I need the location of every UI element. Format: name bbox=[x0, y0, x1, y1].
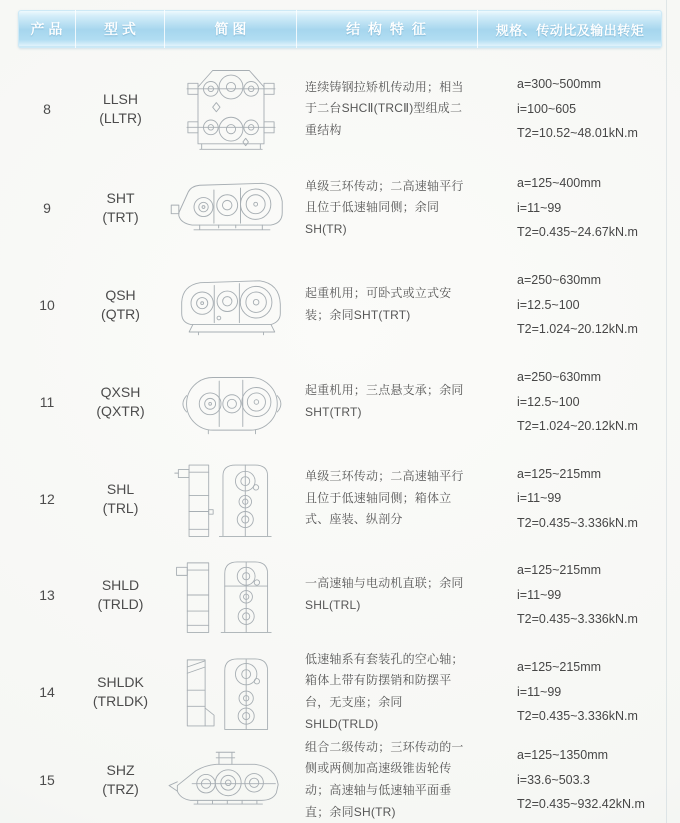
spec-ratio: i=12.5~100 bbox=[517, 394, 580, 409]
spec-center-distance: a=250~630mm bbox=[517, 273, 602, 288]
specs bbox=[478, 171, 662, 244]
product-number: 13 bbox=[39, 587, 55, 603]
structure-features: 起重机用；三点悬支承；余同SHT(TRT) bbox=[305, 383, 464, 419]
model-type bbox=[76, 576, 165, 614]
product-number: 8 bbox=[43, 101, 51, 117]
product-number: 10 bbox=[39, 297, 55, 313]
shld-vertical-motor-coupled-diagram bbox=[165, 550, 297, 640]
product-number: 11 bbox=[39, 394, 55, 410]
model-code-alt: (TRLD) bbox=[97, 596, 144, 612]
spec-center-distance: a=125~215mm bbox=[517, 660, 602, 675]
model-type bbox=[76, 673, 165, 711]
spec-center-distance: a=125~1350mm bbox=[517, 748, 609, 763]
model-type bbox=[76, 761, 165, 799]
spec-ratio: i=12.5~100 bbox=[517, 297, 580, 312]
product-number: 15 bbox=[39, 772, 55, 788]
table-body bbox=[18, 57, 662, 818]
header-model-type: 型 式 bbox=[76, 10, 165, 48]
shz-bevel-combined-housing-diagram bbox=[165, 743, 297, 817]
spec-torque: T2=0.435~3.336kN.m bbox=[517, 709, 638, 724]
llsh-double-ring-front-view-diagram bbox=[165, 61, 297, 157]
table-row bbox=[18, 355, 662, 449]
product-number: 12 bbox=[39, 490, 55, 507]
sht-horizontal-housing-diagram bbox=[165, 171, 297, 245]
structure-features: 单级三环传动；二高速轴平行且位于低速轴同侧；余同SH(TR) bbox=[305, 178, 464, 236]
model-code: QSH bbox=[105, 287, 136, 304]
table-row bbox=[18, 739, 662, 819]
model-type bbox=[76, 90, 165, 128]
table-row bbox=[18, 161, 662, 255]
spec-center-distance: a=125~215mm bbox=[517, 563, 602, 578]
specs bbox=[478, 268, 662, 341]
model-code-alt: (LLTR) bbox=[99, 110, 142, 126]
shldk-hollow-shaft-vertical-diagram bbox=[165, 647, 297, 737]
header-structure-features: 结 构 特 征 bbox=[297, 10, 478, 48]
spec-center-distance: a=125~400mm bbox=[517, 176, 602, 191]
spec-ratio: i=11~99 bbox=[517, 200, 562, 215]
spec-torque: T2=1.024~20.12kN.m bbox=[517, 419, 638, 434]
spec-torque: T2=0.435~932.42kN.m bbox=[517, 797, 645, 812]
structure-features: 组合二级传动；三环传动的一侧或两侧加高速级锥齿轮传动；高速轴与低速轴平面垂直；余同SH(TR) bbox=[305, 739, 464, 819]
spec-ratio: i=100~605 bbox=[517, 101, 577, 116]
model-code-alt: (TRLDK) bbox=[92, 693, 149, 709]
model-code: SHLDK bbox=[97, 674, 144, 691]
spec-ratio: i=11~99 bbox=[517, 491, 562, 506]
table-row bbox=[18, 449, 662, 548]
table-header bbox=[18, 10, 662, 48]
model-code-alt: (QXTR) bbox=[96, 403, 145, 419]
spec-center-distance: a=250~630mm bbox=[517, 370, 602, 385]
spec-torque: T2=0.435~24.67kN.m bbox=[517, 225, 638, 240]
model-code: SHZ bbox=[106, 762, 135, 779]
table-row bbox=[18, 255, 662, 355]
specs bbox=[478, 558, 662, 631]
structure-features: 一高速轴与电动机直联；余同SHL(TRL) bbox=[305, 576, 464, 612]
spec-torque: T2=1.024~20.12kN.m bbox=[517, 322, 638, 337]
spec-ratio: i=33.6~503.3 bbox=[517, 772, 590, 787]
product-number: 9 bbox=[43, 200, 51, 216]
model-code-alt: (TRL) bbox=[102, 499, 139, 516]
specs bbox=[478, 72, 662, 145]
shl-vertical-housing-diagram bbox=[165, 454, 297, 544]
model-type bbox=[76, 480, 165, 518]
header-specs: 规格、传动比及输出转矩 bbox=[495, 22, 645, 38]
model-code-alt: (TRZ) bbox=[102, 781, 139, 797]
model-code: SHLD bbox=[101, 577, 140, 594]
qxsh-oval-housing-diagram bbox=[165, 363, 297, 441]
specs bbox=[478, 655, 662, 728]
model-code-alt: (TRT) bbox=[102, 209, 139, 225]
spec-torque: T2=0.435~3.336kN.m bbox=[517, 612, 638, 627]
spec-center-distance: a=300~500mm bbox=[517, 77, 602, 92]
specs bbox=[478, 462, 662, 535]
header-product: 产 品 bbox=[18, 10, 76, 48]
structure-features: 连续铸钢拉矫机传动用；相当于二台SHCⅡ(TRCⅡ)型组成二重结构 bbox=[305, 79, 464, 137]
model-type bbox=[76, 189, 165, 227]
header-diagram: 简 图 bbox=[165, 10, 297, 48]
structure-features: 低速轴系有套装孔的空心轴；箱体上带有防摆销和防摆平台，无支座；余同SHLD(TRLD) bbox=[305, 651, 464, 731]
spec-ratio: i=11~99 bbox=[517, 587, 562, 602]
model-type bbox=[76, 383, 165, 421]
page-scan-edge bbox=[666, 0, 667, 823]
model-code: QXSH bbox=[100, 384, 141, 401]
model-code-alt: (QTR) bbox=[101, 306, 140, 322]
table-row bbox=[18, 548, 662, 642]
product-number: 14 bbox=[39, 684, 55, 700]
model-type bbox=[76, 286, 165, 324]
table-row bbox=[18, 642, 662, 742]
model-code: SHT bbox=[106, 190, 135, 207]
model-code: LLSH bbox=[102, 91, 139, 108]
model-code: SHL bbox=[106, 480, 135, 497]
spec-center-distance: a=125~215mm bbox=[517, 466, 602, 481]
specs bbox=[478, 743, 662, 816]
spec-torque: T2=10.52~48.01kN.m bbox=[517, 126, 638, 141]
structure-features: 起重机用；可卧式或立式安装；余同SHT(TRT) bbox=[305, 286, 452, 322]
spec-ratio: i=11~99 bbox=[517, 684, 562, 699]
qsh-crane-housing-diagram bbox=[165, 265, 297, 345]
structure-features: 单级三环传动；二高速轴平行且位于低速轴同侧；箱体立式、座装、纵剖分 bbox=[305, 469, 464, 527]
table-row bbox=[18, 57, 662, 161]
specs bbox=[478, 365, 662, 438]
spec-torque: T2=0.435~3.336kN.m bbox=[517, 515, 638, 530]
